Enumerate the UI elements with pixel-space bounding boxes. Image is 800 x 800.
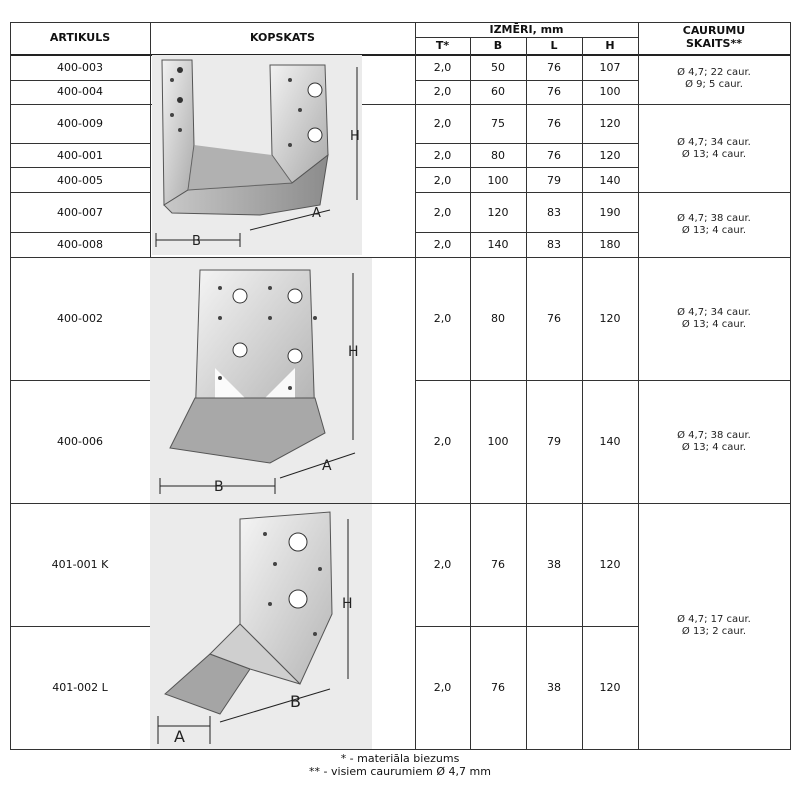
cell-h: 120 xyxy=(599,149,621,162)
cell-t: 2,0 xyxy=(433,85,452,98)
hole-icon xyxy=(218,316,222,320)
dimension-label-a: A xyxy=(322,458,332,474)
cell-h: 180 xyxy=(599,238,621,251)
joist-hanger-illustration-1 xyxy=(150,55,415,257)
hole-icon xyxy=(170,78,174,82)
cell-t: 2,0 xyxy=(433,149,452,162)
cell-b: 80 xyxy=(491,312,505,325)
cell-l: 38 xyxy=(547,681,561,694)
holes-cell xyxy=(638,307,790,331)
cell-t: 2,0 xyxy=(433,117,452,130)
table-line xyxy=(526,37,527,750)
hole-icon xyxy=(318,567,322,571)
dimension-label-h: H xyxy=(350,129,360,144)
hole-icon xyxy=(298,108,302,112)
table-line xyxy=(415,22,416,750)
cell-b: 60 xyxy=(491,85,505,98)
holes-cell xyxy=(638,137,790,161)
holes-line: Ø 4,7; 34 caur. xyxy=(677,137,751,148)
dimension-label-a: A xyxy=(312,206,321,221)
cell-h: 190 xyxy=(599,206,621,219)
cell-l: 76 xyxy=(547,61,561,74)
cell-h: 100 xyxy=(599,85,621,98)
cell-artikuls: 400-005 xyxy=(57,174,103,187)
header-b: B xyxy=(493,39,503,52)
cell-h: 107 xyxy=(599,61,621,74)
hole-icon xyxy=(218,286,222,290)
cell-artikuls: 400-007 xyxy=(57,206,103,219)
hole-icon xyxy=(273,562,277,566)
cell-l: 38 xyxy=(547,558,561,571)
joist-hanger-illustration-2 xyxy=(150,258,415,503)
cell-l: 83 xyxy=(547,238,561,251)
dimension-label-b: B xyxy=(192,234,201,249)
cell-h: 140 xyxy=(599,174,621,187)
cell-artikuls: 400-003 xyxy=(57,61,103,74)
cell-artikuls: 400-004 xyxy=(57,85,103,98)
hole-icon xyxy=(289,590,307,608)
table-line xyxy=(10,143,150,144)
cell-t: 2,0 xyxy=(433,312,452,325)
cell-h: 120 xyxy=(599,312,621,325)
cell-l: 79 xyxy=(547,435,561,448)
cell-b: 76 xyxy=(491,681,505,694)
dimension-label-a: A xyxy=(174,727,185,746)
cell-l: 83 xyxy=(547,206,561,219)
dimension-label-b: B xyxy=(214,479,224,495)
header-h: H xyxy=(605,39,615,52)
hole-icon xyxy=(288,386,292,390)
holes-cell xyxy=(638,213,790,237)
hole-icon xyxy=(313,632,317,636)
cell-h: 140 xyxy=(599,435,621,448)
cell-l: 76 xyxy=(547,85,561,98)
hole-icon xyxy=(268,316,272,320)
hole-icon xyxy=(308,83,322,97)
table-line xyxy=(10,22,790,23)
table-line xyxy=(10,80,150,81)
hole-icon xyxy=(178,128,182,132)
cell-b: 80 xyxy=(491,149,505,162)
hole-icon xyxy=(288,349,302,363)
holes-line: Ø 4,7; 22 caur. xyxy=(677,67,751,78)
footnote-thickness: * - materiāla biezums xyxy=(340,752,460,765)
holes-line: Ø 13; 2 caur. xyxy=(681,626,747,637)
cell-artikuls: 400-008 xyxy=(57,238,103,251)
table-line xyxy=(790,22,791,750)
header-caurumu: CAURUMU xyxy=(682,24,746,37)
cell-t: 2,0 xyxy=(433,174,452,187)
hole-icon xyxy=(288,289,302,303)
cell-l: 76 xyxy=(547,117,561,130)
cell-t: 2,0 xyxy=(433,681,452,694)
holes-cell xyxy=(638,67,790,91)
hole-icon xyxy=(313,316,317,320)
dimension-label-h: H xyxy=(348,344,359,360)
holes-cell xyxy=(638,430,790,454)
table-line xyxy=(10,22,11,750)
header-artikuls: ARTIKULS xyxy=(49,31,111,44)
table-line xyxy=(582,37,583,750)
cell-t: 2,0 xyxy=(433,238,452,251)
hole-icon xyxy=(218,376,222,380)
cell-b: 100 xyxy=(487,174,509,187)
hole-icon xyxy=(177,67,183,73)
cell-artikuls: 400-001 xyxy=(57,149,103,162)
cell-t: 2,0 xyxy=(433,558,452,571)
table-line xyxy=(10,192,150,193)
cell-l: 79 xyxy=(547,174,561,187)
hole-icon xyxy=(268,602,272,606)
holes-cell xyxy=(638,614,790,638)
hole-icon xyxy=(170,113,174,117)
header-l: L xyxy=(550,39,558,52)
table-line xyxy=(415,192,790,193)
hole-icon xyxy=(268,286,272,290)
table-line xyxy=(638,22,639,750)
holes-line: Ø 13; 4 caur. xyxy=(681,442,747,453)
cell-artikuls: 401-001 K xyxy=(51,558,109,571)
table-line xyxy=(10,232,150,233)
table-line xyxy=(10,749,790,750)
holes-line: Ø 9; 5 caur. xyxy=(685,79,743,90)
cell-artikuls: 400-002 xyxy=(57,312,103,325)
cell-b: 100 xyxy=(487,435,509,448)
table-line xyxy=(415,380,790,381)
table-line xyxy=(10,167,150,168)
holes-line: Ø 4,7; 38 caur. xyxy=(677,430,751,441)
hole-icon xyxy=(233,343,247,357)
holes-line: Ø 13; 4 caur. xyxy=(681,149,747,160)
holes-line: Ø 4,7; 17 caur. xyxy=(677,614,751,625)
cell-artikuls: 401-002 L xyxy=(52,681,108,694)
hole-icon xyxy=(289,533,307,551)
cell-b: 76 xyxy=(491,558,505,571)
cell-b: 75 xyxy=(491,117,505,130)
hole-icon xyxy=(288,78,292,82)
header-t: T* xyxy=(435,39,450,52)
holes-line: Ø 4,7; 34 caur. xyxy=(677,307,751,318)
hole-icon xyxy=(288,143,292,147)
cell-t: 2,0 xyxy=(433,435,452,448)
cell-h: 120 xyxy=(599,558,621,571)
hole-icon xyxy=(308,128,322,142)
cell-b: 50 xyxy=(491,61,505,74)
holes-line: Ø 13; 4 caur. xyxy=(681,319,747,330)
cell-artikuls: 400-006 xyxy=(57,435,103,448)
joist-hanger-illustration-3 xyxy=(150,504,415,749)
footnote-holes: ** - visiem caurumiem Ø 4,7 mm xyxy=(309,765,491,778)
dimension-label-b: B xyxy=(290,692,301,711)
hole-icon xyxy=(263,532,267,536)
cell-artikuls: 400-009 xyxy=(57,117,103,130)
hole-icon xyxy=(177,97,183,103)
header-kopskats: KOPSKATS xyxy=(250,31,315,44)
header-izmeri: IZMĒRI, mm xyxy=(489,23,564,36)
table-line xyxy=(470,37,471,750)
cell-b: 120 xyxy=(487,206,509,219)
cell-h: 120 xyxy=(599,681,621,694)
cell-l: 76 xyxy=(547,312,561,325)
cell-t: 2,0 xyxy=(433,61,452,74)
cell-l: 76 xyxy=(547,149,561,162)
cell-h: 120 xyxy=(599,117,621,130)
header-skaits: SKAITS** xyxy=(686,37,742,50)
holes-line: Ø 4,7; 38 caur. xyxy=(677,213,751,224)
holes-line: Ø 13; 4 caur. xyxy=(681,225,747,236)
hole-icon xyxy=(233,289,247,303)
table-line xyxy=(10,380,150,381)
dimension-label-h: H xyxy=(342,596,353,612)
cell-t: 2,0 xyxy=(433,206,452,219)
table-line xyxy=(10,626,150,627)
cell-b: 140 xyxy=(487,238,509,251)
